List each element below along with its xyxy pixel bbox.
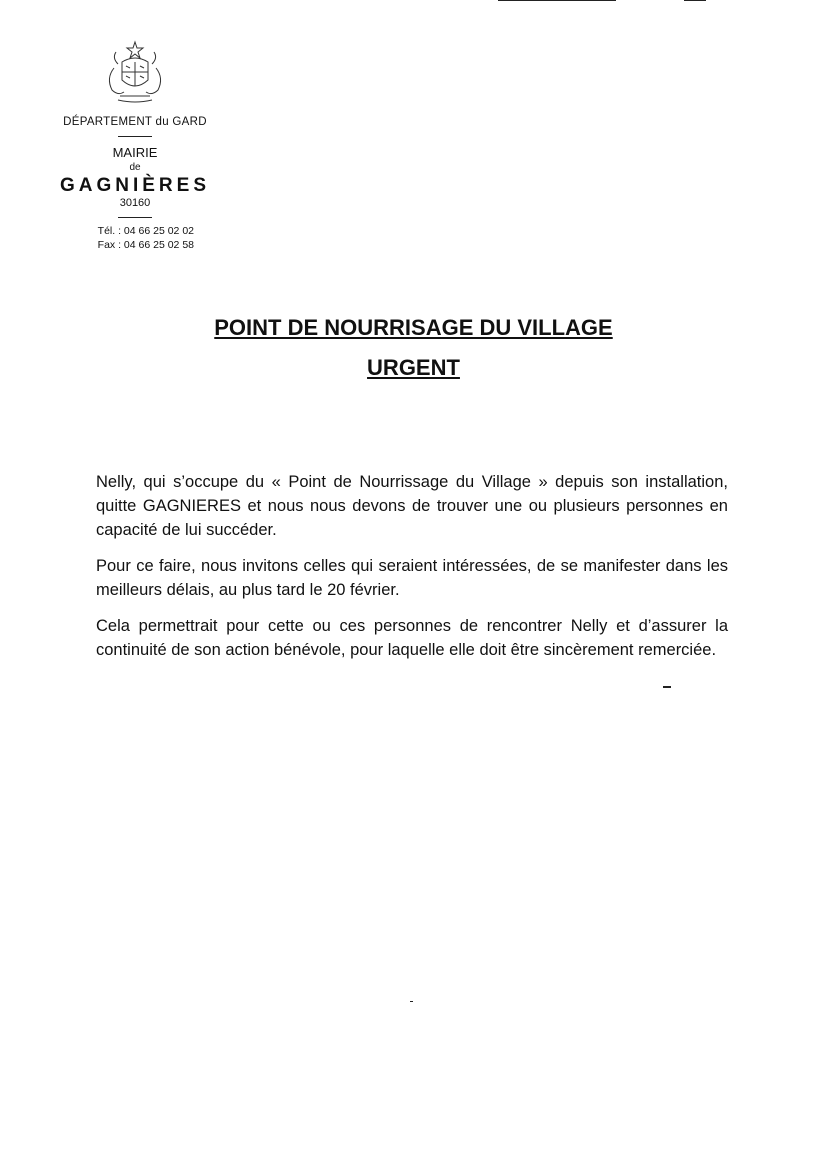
urgent-subtitle: URGENT [367, 355, 460, 380]
page-title: POINT DE NOURRISAGE DU VILLAGE [214, 315, 613, 340]
mairie-label: MAIRIE [112, 145, 158, 160]
scan-mark [498, 0, 616, 1]
postcode: 30160 [119, 197, 151, 209]
town-name: GAGNIÈRES [59, 175, 211, 196]
divider [118, 217, 152, 218]
divider [118, 136, 152, 137]
scan-mark [684, 0, 706, 1]
letterhead [40, 38, 230, 252]
fax-number: Fax : 04 66 25 02 58 [97, 239, 194, 251]
body-text [96, 470, 728, 674]
paragraph: Pour ce faire, nous invitons celles qui seraient intéressées, de se manifester dans les meilleurs délais, au plus tard le 20 février. [96, 557, 728, 599]
contact-info [40, 224, 230, 252]
department-label: DÉPARTEMENT du GARD [63, 116, 207, 128]
paragraph: Nelly, qui s’occupe du « Point de Nourrissage du Village » depuis son installation, quitte GAGNIERES et nous nous devons de trouver une ou plusieurs personnes en capacité de lui succéder. [96, 473, 728, 539]
paragraph: Cela permettrait pour cette ou ces personnes de rencontrer Nelly et d’assurer la continuité de son action bénévole, pour laquelle elle doit être sincèrement remerciée. [96, 617, 728, 659]
coat-of-arms-icon [100, 38, 170, 106]
de-label: de [129, 162, 141, 173]
scan-speck [410, 1001, 413, 1002]
phone-number: Tél. : 04 66 25 02 02 [97, 225, 194, 237]
scan-speck [663, 686, 671, 688]
